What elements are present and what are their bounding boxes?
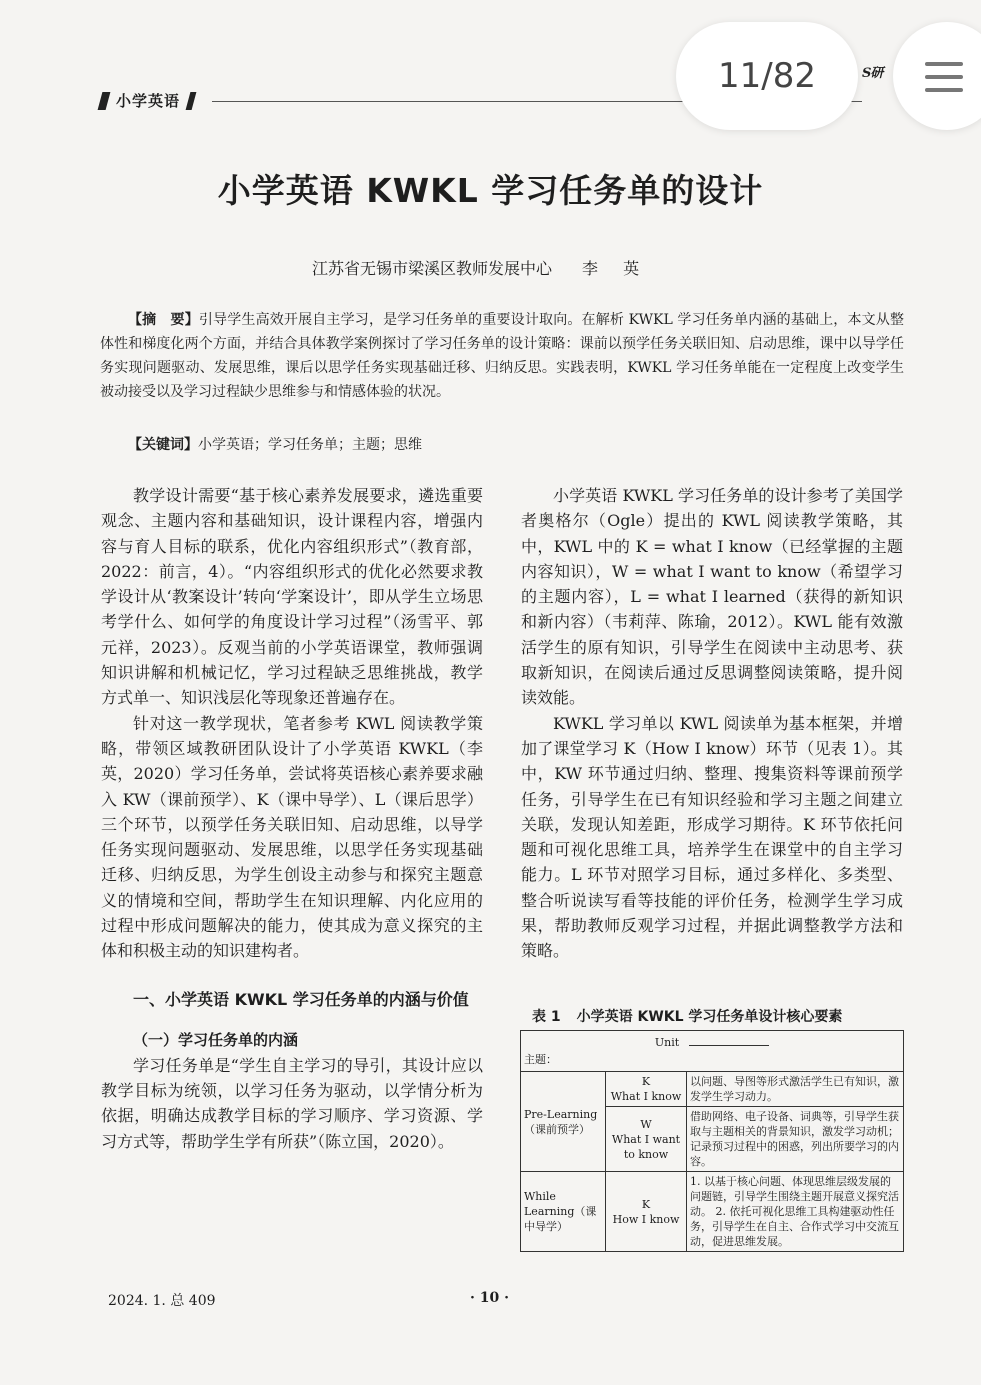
table-row [521,1072,904,1107]
table-title: 小学英语 KWKL 学习任务单设计核心要素 [576,1009,843,1025]
section-tag [100,90,194,111]
menu-button[interactable] [893,22,981,130]
unit-label: Unit [654,1036,680,1049]
description-cell: 1. 以基于核心问题、体现思维层级发展的问题链，引导学生围绕主题开展意义探究活动。 2. 依托可视化思维工具构建驱动性任务，引导学生在自主、合作式学习中交流互动，促进思维发展。 [687,1172,904,1252]
running-title: S研 [862,66,883,81]
subsection-heading: （一）学习任务单的内涵 [133,1030,299,1049]
paragraph: 针对这一教学现状，笔者参考 KWL 阅读教学策略，带领区域教研团队设计了小学英语 KWKL（李英，2020）学习任务单，尝试将英语核心素养要求融入 KW（课前预学）、K（课中导学）、L（课后思学）三个环节，以预学任务关联旧知、启动思维，以导学任务实现问题驱动、发展思维，以思学任务实现基础迁移、归纳反思，为学生创设主动参与和探究主题意义的情境和空间，帮助学生在知识理解、内化应用的过程中形成问题解决的能力，使其成为意义探究的主体和积极主动的知识建构者。 [101,713,483,961]
menu-icon-bar [925,88,963,92]
element-phrase: What I know [610,1090,682,1103]
article-title: 小学英语 KWKL 学习任务单的设计 [217,171,764,210]
element-cell [606,1107,687,1172]
section-heading: 一、小学英语 KWKL 学习任务单的内涵与价值 [133,989,469,1009]
element-letter: K [641,1197,651,1211]
author-affiliation: 江苏省无锡市梁溪区教师发展中心 [312,259,553,278]
abstract-label: 【摘 要】 [128,312,199,328]
keywords [128,434,422,454]
abstract-text: 引导学生高效开展自主学习，是学习任务单的重要设计取向。在解析 KWKL 学习任务单内涵的基础上，本文从整体性和梯度化两个方面，并结合具体教学案例探讨了学习任务单的设计策略：课前以预学任务关联旧知、启动思维，课中以导学任务实现问题驱动、发展思维，课后以思学任务实现基础迁移、归纳反思。实践表明，KWKL 学习任务单能在一定程度上改变学生被动接受以及学习过程缺少思维参与和情感体验的状况。 [100,312,904,400]
element-phrase: What I want to know [611,1132,681,1161]
table-row [521,1172,904,1252]
section-tag-label: 小学英语 [116,92,181,110]
stage-cell: Pre-Learning（课前预学） [521,1072,606,1172]
issue-info: 2024. 1. 总 409 [108,1293,216,1309]
description-cell: 以问题、导图等形式激活学生已有知识，激发学生学习动力。 [687,1072,904,1107]
unit-blank [689,1045,769,1046]
description-cell: 借助网络、电子设备、词典等，引导学生获取与主题相关的背景知识，激发学习动机；记录预习过程中的困惑，列出所要学习的内容。 [687,1107,904,1172]
abstract [100,308,904,404]
element-cell [606,1072,687,1107]
stage-cell: While Learning（课中导学） [521,1172,606,1252]
menu-icon [925,62,963,66]
table-caption [532,1006,842,1026]
author-line [312,256,649,279]
theme-label: 主题： [524,1053,557,1066]
element-phrase: How I know [612,1212,680,1226]
page-number: · 10 · [470,1290,509,1306]
author-name: 李 英 [582,259,650,278]
paragraph: 小学英语 KWKL 学习任务单的设计参考了美国学者奥格尔（Ogle）提出的 KWL 阅读教学策略，其中，KWL 中的 K = what I know（已经掌握的主题内容知识），W = what I want to know（希望学习的主题内容），L = what I learned（获得的新知识和新内容）（韦莉萍、陈瑜，2012）。KWL 能有效激活学生的原有知识，引导学生在阅读中主动思考、获取新知识，在阅读后通过反思调整阅读策略，提升阅读效能。 [521,486,903,708]
section-tag-right-mark [186,92,197,110]
paragraph: KWKL 学习单以 KWL 阅读单为基本框架，并增加了课堂学习 K（How I know）环节（见表 1）。其中，KW 环节通过归纳、整理、搜集资料等课前预学任务，引导学生在已有知识经验和学习主题之间建立关联，发现认知差距，形成学习期待。K 环节依托问题和可视化思维工具，培养学生在课堂中的自主学习能力。L 环节对照学习目标，通过多样化、多类型、整合听说读写看等技能的评价任务，检测学生学习成果，帮助教师反观学习过程，并据此调整教学方法和策略。 [521,713,903,961]
keywords-text: 小学英语；学习任务单；主题；思维 [198,437,422,453]
paragraph: 学习任务单是“学生自主学习的导引，其设计应以教学目标为统领，以学习任务为驱动，以学情分析为依据，明确达成教学目标的学习顺序、学习资源、学习方式等，帮助学生学有所获”（陈立国，2020）。 [101,1055,483,1151]
element-letter: W [640,1117,652,1131]
kwkl-table [520,1030,904,1252]
paragraph: 教学设计需要“基于核心素养发展要求，遴选重要观念、主题内容和基础知识，设计课程内容，增强内容与育人目标的联系，优化内容组织形式”（教育部，2022：前言，4）。“内容组织形式的优化必然要求教学设计从‘教案设计’转向‘学案设计’，即从学生立场思考学什么、如何学的角度设计学习过程”（汤雪平、郭元祥，2023）。反观当前的小学英语课堂，教师强调知识讲解和机械记忆，学习过程缺乏思维挑战，教学方式单一、知识浅层化等现象还普遍存在。 [101,486,483,708]
table-header-row [521,1031,904,1072]
element-letter: K [641,1075,651,1088]
page-indicator[interactable]: 11/82 [676,22,858,130]
keywords-label: 【关键词】 [128,437,198,453]
table-number: 表 1 [532,1009,561,1025]
left-column [101,483,483,1154]
unit-field [524,1035,900,1050]
right-column [521,483,903,964]
element-cell [606,1172,687,1252]
menu-icon-bar [925,75,963,79]
section-tag-left-mark [98,92,111,110]
table-header-cell [521,1031,904,1072]
